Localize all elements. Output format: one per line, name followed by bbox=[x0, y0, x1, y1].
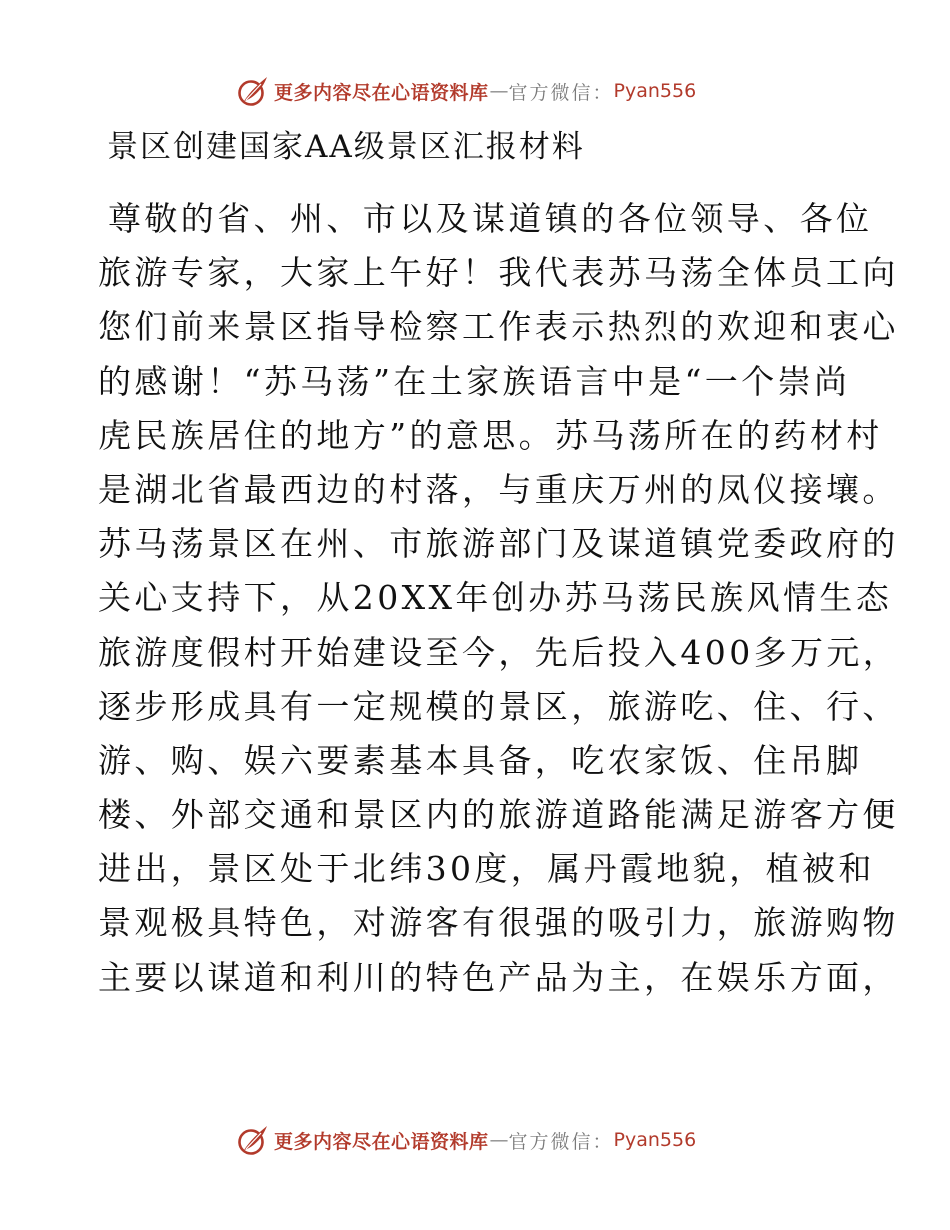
watermark-wechat-id: Pyan556 bbox=[613, 80, 697, 102]
watermark-wechat-id: Pyan556 bbox=[613, 1129, 697, 1151]
body-line: 景观极具特色，对游客有很强的吸引力，旅游购物 bbox=[98, 903, 899, 943]
body-line: 楼、外部交通和景区内的旅游道路能满足游客方便 bbox=[98, 795, 899, 835]
body-line: 苏马荡景区在州、市旅游部门及谋道镇党委政府的 bbox=[98, 524, 899, 564]
document-body bbox=[98, 192, 900, 1005]
watermark-dash: — bbox=[489, 80, 509, 102]
body-line: 旅游专家，大家上午好！我代表苏马荡全体员工向 bbox=[98, 253, 899, 293]
body-line: 尊敬的省、州、市以及谋道镇的各位领导、各位 bbox=[108, 199, 873, 238]
body-line: 关心支持下，从20XX年创办苏马荡民族风情生态 bbox=[98, 578, 893, 618]
watermark-main-text: 更多内容尽在心语资料库 bbox=[274, 81, 489, 104]
footer-watermark bbox=[236, 1123, 696, 1157]
document-title: 景区创建国家AA级景区汇报材料 bbox=[107, 129, 585, 165]
body-line: 的感谢！“苏马荡”在土家族语言中是“一个崇尚 bbox=[98, 361, 851, 401]
body-line: 主要以谋道和利川的特色产品为主，在娱乐方面， bbox=[98, 957, 899, 997]
body-line: 虎民族居住的地方”的意思。苏马荡所在的药材村 bbox=[98, 415, 883, 455]
body-line: 逐步形成具有一定规模的景区，旅游吃、住、行、 bbox=[98, 686, 899, 726]
feather-logo-icon bbox=[236, 1123, 270, 1157]
body-line: 旅游度假村开始建设至今，先后投入400多万元， bbox=[98, 632, 900, 672]
body-line: 是湖北省最西边的村落，与重庆万州的凤仪接壤。 bbox=[98, 469, 899, 509]
watermark-dash: — bbox=[489, 1129, 509, 1151]
watermark-main-text: 更多内容尽在心语资料库 bbox=[274, 1130, 489, 1153]
body-line: 游、购、娱六要素基本具备，吃农家饭、住吊脚 bbox=[98, 740, 863, 780]
watermark-official-label: 官方微信： bbox=[508, 1130, 614, 1153]
watermark-official-label: 官方微信： bbox=[508, 81, 614, 104]
header-watermark bbox=[236, 74, 696, 108]
body-line: 您们前来景区指导检察工作表示热烈的欢迎和衷心 bbox=[98, 307, 899, 347]
body-line: 进出，景区处于北纬30度，属丹霞地貌，植被和 bbox=[98, 849, 875, 889]
feather-logo-icon bbox=[236, 74, 270, 108]
